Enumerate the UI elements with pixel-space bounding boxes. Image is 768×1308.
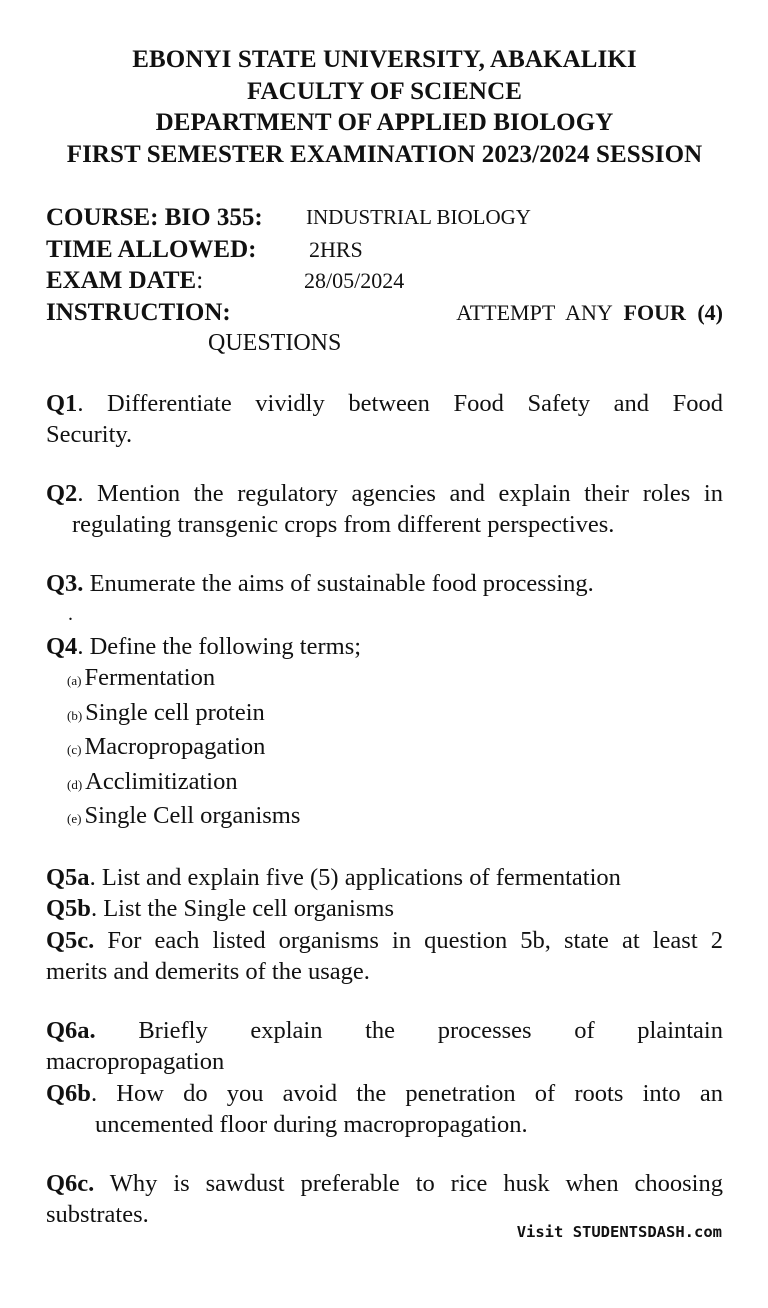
question-5c — [46, 925, 723, 988]
exam-header — [46, 44, 723, 170]
term-text: Fermentation — [84, 664, 216, 691]
question-6a-number: Q6a. — [46, 1016, 96, 1044]
time-value: 2HRS — [309, 236, 363, 262]
question-6a-line-2: macropropagation — [46, 1048, 225, 1075]
question-2-line-1 — [46, 478, 723, 510]
time-label: TIME ALLOWED: — [46, 235, 257, 263]
question-5b-text: . List the Single cell organisms — [90, 895, 394, 922]
question-6b — [46, 1078, 723, 1141]
question-2-text: . Mention the regulatory agencies and explain their roles in — [77, 479, 723, 507]
instruction-label: INSTRUCTION: — [46, 298, 231, 326]
term-marker: (a) — [67, 673, 82, 688]
course-label: COURSE: BIO 355: — [46, 204, 263, 231]
site-watermark — [517, 1223, 722, 1241]
question-6c-line-2: substrates. — [46, 1201, 149, 1228]
question-4-text: . Define the following terms; — [77, 632, 362, 660]
term-item — [67, 731, 723, 766]
term-marker: (b) — [67, 707, 83, 723]
question-5b-number: Q5b — [46, 895, 91, 922]
date-value: 28/05/2024 — [304, 268, 405, 293]
term-text: Macropropagation — [84, 733, 266, 760]
date-label-wrap — [46, 265, 203, 297]
question-4-terms — [46, 662, 723, 835]
date-colon: : — [196, 267, 204, 294]
question-6a-line-1 — [46, 1015, 723, 1047]
instruction-row — [46, 297, 723, 329]
question-5b — [46, 893, 723, 925]
question-6c-text: Why is sawdust preferable to rice husk when choosing — [94, 1169, 723, 1197]
instruction-count: FOUR (4) — [623, 299, 723, 325]
question-5c-text: For each listed organisms in question 5b, state at least 2 — [94, 926, 723, 954]
question-3-text: Enumerate the aims of sustainable food processing. — [83, 569, 594, 597]
date-row — [46, 265, 723, 297]
question-2-number: Q2 — [46, 479, 78, 507]
term-marker: (e) — [67, 811, 82, 826]
date-label: EXAM DATE — [46, 267, 197, 294]
question-6c — [46, 1168, 723, 1231]
question-6a — [46, 1015, 723, 1078]
question-3-number: Q3. — [46, 569, 84, 597]
term-item — [67, 766, 723, 801]
exam-paper — [46, 44, 723, 1231]
question-1-number: Q1 — [46, 389, 78, 417]
question-1 — [46, 388, 723, 451]
instruction-continuation: QUESTIONS — [208, 330, 342, 356]
faculty-name: FACULTY OF SCIENCE — [247, 77, 522, 105]
term-item — [67, 697, 723, 732]
question-6b-number: Q6b — [46, 1079, 91, 1107]
watermark-brand: STUDENTSDASH — [572, 1223, 685, 1241]
term-marker: (d) — [67, 776, 83, 792]
question-6c-line-1 — [46, 1168, 723, 1200]
term-text: Acclimitization — [85, 767, 238, 795]
term-item — [67, 800, 723, 835]
question-6a-text: Briefly explain the processes of plaintain — [95, 1016, 723, 1044]
question-4 — [46, 631, 723, 663]
question-5a — [46, 862, 723, 894]
question-5a-number: Q5a — [46, 863, 90, 891]
question-6b-text: . How do you avoid the penetration of roots into an — [90, 1079, 723, 1107]
course-row — [46, 202, 723, 234]
question-1-text: . Differentiate vividly between Food Safety and Food — [77, 389, 723, 417]
question-5c-line-1 — [46, 925, 723, 957]
instruction-value — [456, 297, 723, 329]
course-value: INDUSTRIAL BIOLOGY — [306, 205, 531, 229]
term-marker: (c) — [67, 742, 82, 757]
exam-title: FIRST SEMESTER EXAMINATION 2023/2024 SESSION — [66, 140, 703, 168]
question-6b-line-2: uncemented floor during macropropagation. — [95, 1111, 528, 1138]
watermark-suffix: .com — [684, 1223, 722, 1241]
term-item — [67, 662, 723, 697]
question-6b-line-1 — [46, 1078, 723, 1110]
university-name: EBONYI STATE UNIVERSITY, ABAKALIKI — [132, 46, 637, 73]
question-5a-text: . List and explain five (5) applications of fermentation — [89, 863, 621, 891]
instruction-text: ATTEMPT ANY — [456, 299, 624, 325]
time-row — [46, 234, 723, 266]
term-text: Single cell protein — [85, 698, 265, 726]
stray-dot: . — [68, 603, 73, 625]
term-text: Single Cell organisms — [84, 802, 301, 829]
department-name: DEPARTMENT OF APPLIED BIOLOGY — [155, 109, 614, 136]
exam-meta — [46, 202, 723, 360]
question-1-line-2: Security. — [46, 421, 133, 448]
question-6c-number: Q6c. — [46, 1169, 95, 1197]
question-5c-line-2: merits and demerits of the usage. — [46, 958, 370, 985]
watermark-prefix: Visit — [516, 1223, 573, 1241]
question-3 — [46, 568, 723, 600]
question-2-line-2: regulating transgenic crops from different perspectives. — [72, 511, 615, 538]
question-4-number: Q4 — [46, 632, 78, 660]
question-5c-number: Q5c. — [46, 926, 95, 954]
question-2 — [46, 478, 723, 541]
question-1-line-1 — [46, 388, 723, 420]
